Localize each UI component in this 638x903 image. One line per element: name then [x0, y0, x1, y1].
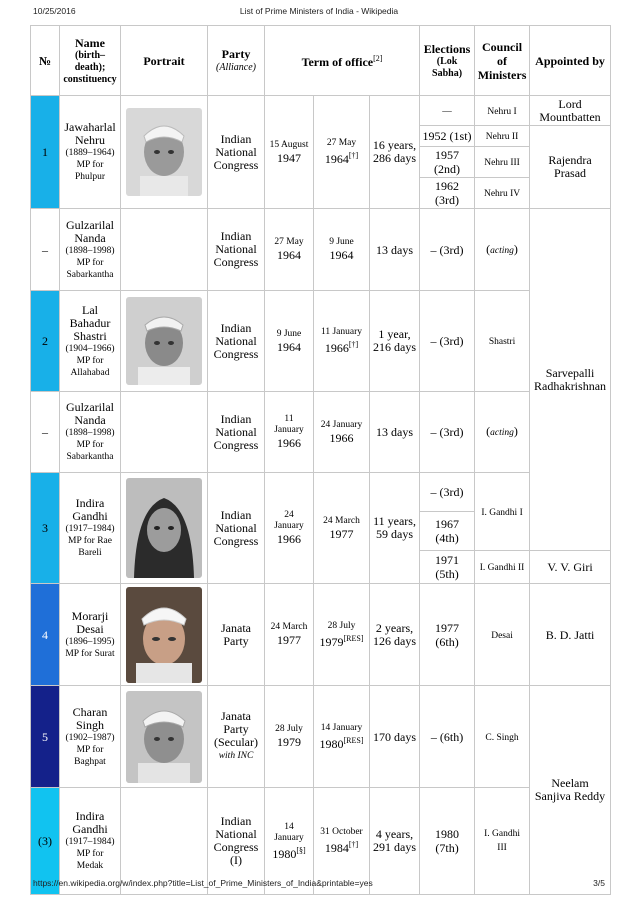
pm-name-cell: [60, 584, 121, 686]
election-cell: [420, 512, 475, 551]
pm-name-cell: [60, 686, 121, 788]
pm-constituency-link[interactable]: Sabarkantha: [66, 452, 114, 462]
portrait-nehru[interactable]: [126, 108, 202, 196]
pm-number: 5: [31, 686, 60, 788]
election-cell: [420, 551, 475, 584]
duration-days: 286 days: [373, 151, 417, 165]
term-end-year: 1964: [329, 248, 354, 262]
election-link[interactable]: 1977 (6th): [435, 620, 460, 649]
council-cell: [475, 473, 530, 551]
term-start-day: 15 August: [269, 139, 309, 150]
election-value: – (3rd): [430, 485, 464, 499]
party-link[interactable]: Indian: [220, 131, 252, 146]
term-end-day: 9 June: [329, 237, 354, 247]
portrait-nehru-image: [126, 108, 202, 196]
pm-constituency-link[interactable]: MP for Surat: [65, 648, 115, 659]
term-end-year-text: 1966: [324, 341, 349, 355]
party-link[interactable]: Congress: [213, 255, 259, 269]
col-header-elections-sub: (Lok Sabha): [432, 55, 463, 79]
appointed-cell: [530, 551, 611, 584]
pm-constituency-link[interactable]: Bareli: [78, 548, 102, 558]
appointed-cell: [530, 584, 611, 686]
term-start: [265, 473, 314, 584]
duration-years: 2 years,: [375, 620, 414, 635]
term-end: [314, 392, 370, 473]
party-link[interactable]: (Secular): [214, 735, 258, 749]
election-cell: [420, 686, 475, 788]
party-link[interactable]: Indian: [220, 320, 252, 335]
col-header-name-sub2: death);: [74, 61, 106, 73]
col-header-council-1: Council: [482, 39, 523, 54]
council-link[interactable]: Nehru I: [487, 106, 517, 117]
term-end-year: 1977: [329, 526, 354, 541]
pm-number: –: [31, 209, 60, 291]
term-end-year-text: 1964: [324, 152, 349, 166]
term-start-month: January: [274, 832, 304, 843]
pm-name-link[interactable]: Gandhi: [72, 822, 108, 836]
term-ref-link[interactable]: [2]: [373, 54, 383, 63]
election-value: – (3rd): [430, 242, 464, 257]
term-end-year-text: 1979: [319, 634, 344, 649]
term-end-year: [316, 338, 367, 355]
election-cell: [420, 178, 475, 209]
print-url: https://en.wikipedia.org/w/index.php?title=List_of_Prime_Ministers_of_India&printable=yes: [33, 878, 373, 888]
term-end: [314, 473, 370, 584]
portrait-cell: [121, 291, 208, 392]
term-end-year-text: 1980: [319, 736, 344, 751]
pm-years: (1904–1966): [65, 343, 115, 354]
col-header-elections: [420, 26, 475, 96]
council-link[interactable]: III: [497, 843, 507, 853]
portrait-desai-image: [126, 587, 202, 683]
council-cell: [475, 551, 530, 584]
appointed-cell: [530, 209, 611, 551]
election-link[interactable]: 1980 (7th): [435, 827, 460, 855]
council-link[interactable]: Nehru IV: [483, 189, 521, 199]
appointer-link[interactable]: Rajendra: [548, 153, 592, 167]
portrait-cell: [121, 584, 208, 686]
pm-name-link[interactable]: Charan: [72, 704, 108, 719]
term-end-year: [316, 149, 367, 166]
term-start-day: 27 May: [274, 237, 304, 247]
party-link[interactable]: Congress: [213, 346, 259, 361]
appointer-link[interactable]: Prasad: [554, 166, 587, 180]
party-link[interactable]: Congress: [213, 437, 259, 452]
term-duration: [370, 96, 420, 209]
council-link[interactable]: I. Gandhi: [484, 829, 520, 839]
election-value: – (6th): [430, 729, 464, 744]
pm-name-link[interactable]: Gulzarilal: [66, 400, 114, 414]
pm-name-link[interactable]: Nanda: [74, 230, 106, 245]
term-duration: [370, 686, 420, 788]
term-end-year-text: 1984: [324, 841, 349, 855]
term-start-month: January: [274, 521, 304, 531]
pm-name-cell: [60, 291, 121, 392]
duration-days: 291 days: [373, 840, 417, 854]
print-header: [0, 6, 638, 18]
council-cell: [475, 178, 530, 209]
table-row: [31, 473, 611, 512]
party-link[interactable]: National: [215, 424, 257, 439]
election-cell: [420, 392, 475, 473]
table-row: [31, 392, 611, 473]
term-start-year: 1979: [277, 735, 301, 749]
pm-name-link[interactable]: Gandhi: [72, 509, 108, 523]
party-link[interactable]: Indian: [220, 411, 252, 426]
term-start-day: 24 March: [270, 622, 308, 632]
col-header-appointed: Appointed by: [530, 26, 611, 96]
col-header-name-main: Name: [75, 35, 105, 50]
duration-years: 1 year,: [378, 327, 411, 341]
election-link[interactable]: 1952 (1st): [422, 129, 472, 143]
council-link[interactable]: Nehru II: [485, 132, 519, 142]
col-header-council-2: of: [497, 53, 508, 68]
council-cell: [475, 96, 530, 126]
party-link[interactable]: National: [215, 827, 257, 841]
pm-constituency: MP for: [76, 440, 104, 450]
council-link[interactable]: Desai: [491, 630, 513, 641]
print-title: List of Prime Ministers of India - Wikipedia: [239, 6, 399, 16]
appointer-link[interactable]: Radhakrishnan: [534, 378, 607, 393]
council-cell: [475, 686, 530, 788]
election-link[interactable]: 1971 (5th): [435, 553, 460, 581]
pm-name-cell: [60, 209, 121, 291]
portrait-cell: [121, 473, 208, 584]
pm-constituency: MP for: [76, 257, 104, 268]
pm-years: (1898–1998): [65, 428, 115, 438]
election-cell: [420, 473, 475, 512]
election-value: —: [442, 106, 452, 117]
pm-name-link[interactable]: Indira: [75, 496, 105, 510]
election-link[interactable]: 1967 (4th): [435, 517, 460, 545]
portrait-indira[interactable]: [126, 478, 202, 578]
term-end-day: 11 January: [320, 327, 363, 337]
pm-constituency-link[interactable]: Phulpur: [74, 172, 106, 182]
party-cell: [208, 96, 265, 209]
pm-years: (1896–1995): [65, 636, 115, 647]
party-cell: [208, 291, 265, 392]
pm-name-link[interactable]: Lal: [82, 302, 98, 317]
term-end-day: 24 March: [323, 515, 360, 526]
council-cell: [475, 147, 530, 178]
party-link[interactable]: National: [215, 520, 257, 535]
pm-constituency-link[interactable]: MP for Rae: [68, 536, 112, 546]
pm-name-link[interactable]: Nanda: [74, 413, 106, 427]
term-end-year: 1966: [329, 430, 354, 445]
pm-name-cell: [60, 392, 121, 473]
council-link[interactable]: Shastri: [488, 337, 516, 347]
prime-ministers-table: [30, 25, 611, 895]
pm-constituency: MP for: [76, 355, 104, 366]
term-duration: [370, 473, 420, 584]
col-header-elections-main: Elections: [423, 41, 471, 56]
election-cell: [420, 584, 475, 686]
election-value: – (3rd): [430, 334, 464, 348]
council-link[interactable]: I. Gandhi I: [481, 507, 523, 518]
pm-years: (1889–1964): [65, 148, 115, 158]
pm-constituency-link[interactable]: Baghpat: [74, 756, 106, 767]
term-duration: [370, 584, 420, 686]
party-link[interactable]: Party: [223, 722, 249, 736]
table-row: [31, 209, 611, 291]
col-header-party-sub: (Alliance): [216, 61, 256, 73]
pm-name-link[interactable]: Morarji: [71, 608, 109, 623]
table-row: [31, 686, 611, 788]
pm-years: (1898–1998): [65, 245, 115, 256]
term-start: [265, 96, 314, 209]
pm-name-link[interactable]: Nehru: [75, 133, 105, 147]
appointed-cell: [530, 126, 611, 209]
term-start-year: 1964: [277, 339, 301, 354]
duration-value: 13 days: [376, 242, 414, 257]
portrait-cell: [121, 96, 208, 209]
appointer-link[interactable]: Mountbatten: [539, 109, 601, 124]
term-end-year: [316, 734, 367, 751]
party-cell: [208, 686, 265, 788]
pm-number: –: [31, 392, 60, 473]
party-link[interactable]: Party: [223, 633, 249, 648]
col-header-term-label: Term of office: [301, 55, 374, 69]
pm-number: 2: [31, 291, 60, 392]
col-header-party: [208, 26, 265, 96]
term-start: [265, 584, 314, 686]
term-start-day: 28 July: [275, 724, 303, 734]
term-start: [265, 392, 314, 473]
council-acting: acting: [490, 428, 514, 438]
party-link[interactable]: Congress: [213, 840, 259, 854]
appointer-link[interactable]: B. D. Jatti: [545, 627, 595, 642]
pm-name-cell: [60, 96, 121, 209]
pm-name-link[interactable]: Bahadur: [69, 315, 111, 330]
portrait-desai[interactable]: [126, 587, 202, 683]
party-link[interactable]: Janata: [221, 620, 251, 635]
pm-name-link[interactable]: Singh: [75, 717, 104, 732]
council-cell: [475, 291, 530, 392]
duration-days: 59 days: [376, 527, 414, 541]
term-end: [314, 686, 370, 788]
term-end-day: 27 May: [326, 138, 357, 148]
term-start-year: 1977: [277, 633, 301, 647]
party-link[interactable]: Indian: [220, 814, 252, 828]
term-start-year: 1966: [277, 532, 301, 546]
council-cell: (acting): [475, 392, 530, 473]
pm-constituency: MP for: [76, 160, 104, 170]
col-header-party-main: Party: [221, 46, 251, 61]
term-start-month: January: [274, 425, 304, 435]
appointer-link[interactable]: V. V. Giri: [547, 560, 593, 574]
duration-value: 13 days: [376, 425, 414, 439]
council-link[interactable]: C. Singh: [485, 732, 519, 743]
term-end: [314, 209, 370, 291]
col-header-council: [475, 26, 530, 96]
portrait-singh-image: [126, 691, 202, 783]
party-link[interactable]: Congress: [213, 157, 259, 172]
pm-name-link[interactable]: Desai: [76, 621, 104, 636]
term-start: [265, 291, 314, 392]
party-link[interactable]: Indian: [220, 507, 252, 522]
col-header-council-3: Ministers: [477, 67, 527, 82]
pm-constituency: MP for: [76, 744, 104, 755]
duration-years: 4 years,: [375, 827, 414, 841]
party-link[interactable]: (I): [230, 853, 242, 867]
duration-value: 170 days: [373, 729, 417, 744]
header-row: [31, 26, 611, 96]
term-end: [314, 291, 370, 392]
pm-name-link[interactable]: Gulzarilal: [66, 217, 114, 232]
appointer-link[interactable]: Sarvepalli: [545, 365, 595, 380]
portrait-cell: [121, 392, 208, 473]
election-cell: [420, 126, 475, 147]
election-cell: [420, 209, 475, 291]
party-link[interactable]: Congress: [213, 533, 259, 548]
party-alliance: with INC: [218, 751, 254, 761]
party-link[interactable]: Janata: [221, 709, 251, 723]
term-start-year: [267, 844, 311, 861]
term-end-year: [316, 632, 367, 649]
duration-days: 216 days: [373, 340, 417, 354]
party-cell: [208, 392, 265, 473]
col-header-portrait: Portrait: [121, 26, 208, 96]
council-link[interactable]: I. Gandhi II: [479, 563, 525, 573]
pm-years: (1917–1984): [65, 837, 115, 847]
term-duration: [370, 209, 420, 291]
election-cell: [420, 147, 475, 178]
term-duration: [370, 392, 420, 473]
portrait-shastri-image: [126, 297, 202, 385]
table-row: [31, 291, 611, 392]
term-end: [314, 96, 370, 209]
table-row: [31, 96, 611, 126]
portrait-cell: [121, 209, 208, 291]
council-cell: (acting): [475, 209, 530, 291]
pm-number: 1: [31, 96, 60, 209]
council-link[interactable]: Nehru III: [484, 158, 520, 168]
col-header-name: [60, 26, 121, 96]
term-start-day: 11: [284, 414, 294, 424]
appointed-cell: [530, 686, 611, 895]
party-cell: [208, 584, 265, 686]
pm-number: 4: [31, 584, 60, 686]
portrait-shastri[interactable]: [126, 297, 202, 385]
duration-years: 16 years,: [372, 138, 417, 152]
term-start-year: 1947: [277, 150, 301, 165]
pm-name-link[interactable]: Shastri: [73, 328, 107, 343]
print-footer: [0, 878, 638, 890]
appointer-link[interactable]: Sanjiva Reddy: [534, 789, 606, 803]
term-start-year-text: 1980: [272, 846, 297, 861]
term-start-year: 1964: [277, 248, 301, 262]
term-start-day: 14: [284, 821, 294, 832]
duration-days: 126 days: [373, 633, 417, 648]
print-page-number: 3/5: [593, 878, 605, 888]
table-row: [31, 584, 611, 686]
election-link[interactable]: 1957 (2nd): [434, 148, 461, 176]
term-start-day: 9 June: [276, 328, 302, 339]
party-link[interactable]: National: [215, 333, 257, 348]
duration-years: 11 years,: [373, 514, 416, 528]
resigned-ref-link[interactable]: [RES]: [343, 735, 364, 745]
portrait-singh[interactable]: [126, 691, 202, 783]
pm-years: (1917–1984): [65, 524, 115, 534]
term-end-day: 28 July: [327, 620, 356, 631]
appointer-link[interactable]: Lord: [558, 96, 582, 111]
pm-constituency-link[interactable]: Sabarkantha: [66, 269, 114, 280]
term-start: [265, 209, 314, 291]
term-end: [314, 584, 370, 686]
party-link[interactable]: Indian: [220, 229, 252, 243]
term-end-day: 14 January: [320, 722, 363, 733]
pm-years: (1902–1987): [65, 732, 115, 743]
print-date: 10/25/2016: [33, 6, 76, 16]
resigned-ref-link[interactable]: [RES]: [343, 633, 364, 643]
pm-name-link[interactable]: Indira: [75, 809, 105, 823]
pm-constituency-link[interactable]: Allahabad: [70, 367, 110, 378]
term-duration: [370, 291, 420, 392]
col-header-name-sub3: constituency: [63, 73, 117, 85]
pm-number: 3: [31, 473, 60, 584]
appointer-link[interactable]: Neelam: [551, 776, 589, 790]
party-link[interactable]: National: [215, 144, 257, 159]
party-cell: [208, 209, 265, 291]
election-cell: [420, 291, 475, 392]
died-ref-link[interactable]: [†]: [348, 151, 359, 160]
election-cell: [420, 96, 475, 126]
appointed-cell: [530, 96, 611, 126]
died-ref-link[interactable]: [†]: [348, 340, 359, 349]
term-start-day: 24: [284, 510, 294, 520]
term-start: [265, 686, 314, 788]
died-ref-link[interactable]: [†]: [348, 840, 359, 849]
party-cell: [208, 473, 265, 584]
council-acting: acting: [490, 245, 514, 256]
portrait-indira-image: [126, 478, 202, 578]
council-cell: [475, 126, 530, 147]
col-header-name-sub1: (birth–: [75, 49, 105, 61]
pm-constituency: MP for: [76, 849, 104, 859]
election-link[interactable]: 1962 (3rd): [435, 179, 460, 207]
party-link[interactable]: National: [215, 242, 257, 256]
col-header-term: [265, 26, 420, 96]
election-value: – (3rd): [430, 425, 464, 439]
term-end-day: 31 October: [320, 827, 363, 837]
note-ref-link[interactable]: [§]: [296, 845, 306, 855]
pm-name-cell: [60, 473, 121, 584]
pm-name-link[interactable]: Jawaharlal: [64, 120, 116, 134]
col-header-number: №: [31, 26, 60, 96]
term-end-day: 24 January: [320, 419, 363, 430]
portrait-cell: [121, 686, 208, 788]
council-cell: [475, 584, 530, 686]
pm-constituency-link[interactable]: Medak: [76, 861, 104, 871]
term-start-year: 1966: [277, 436, 301, 450]
pm-number: (3): [31, 788, 60, 895]
term-end-year: [316, 838, 367, 855]
